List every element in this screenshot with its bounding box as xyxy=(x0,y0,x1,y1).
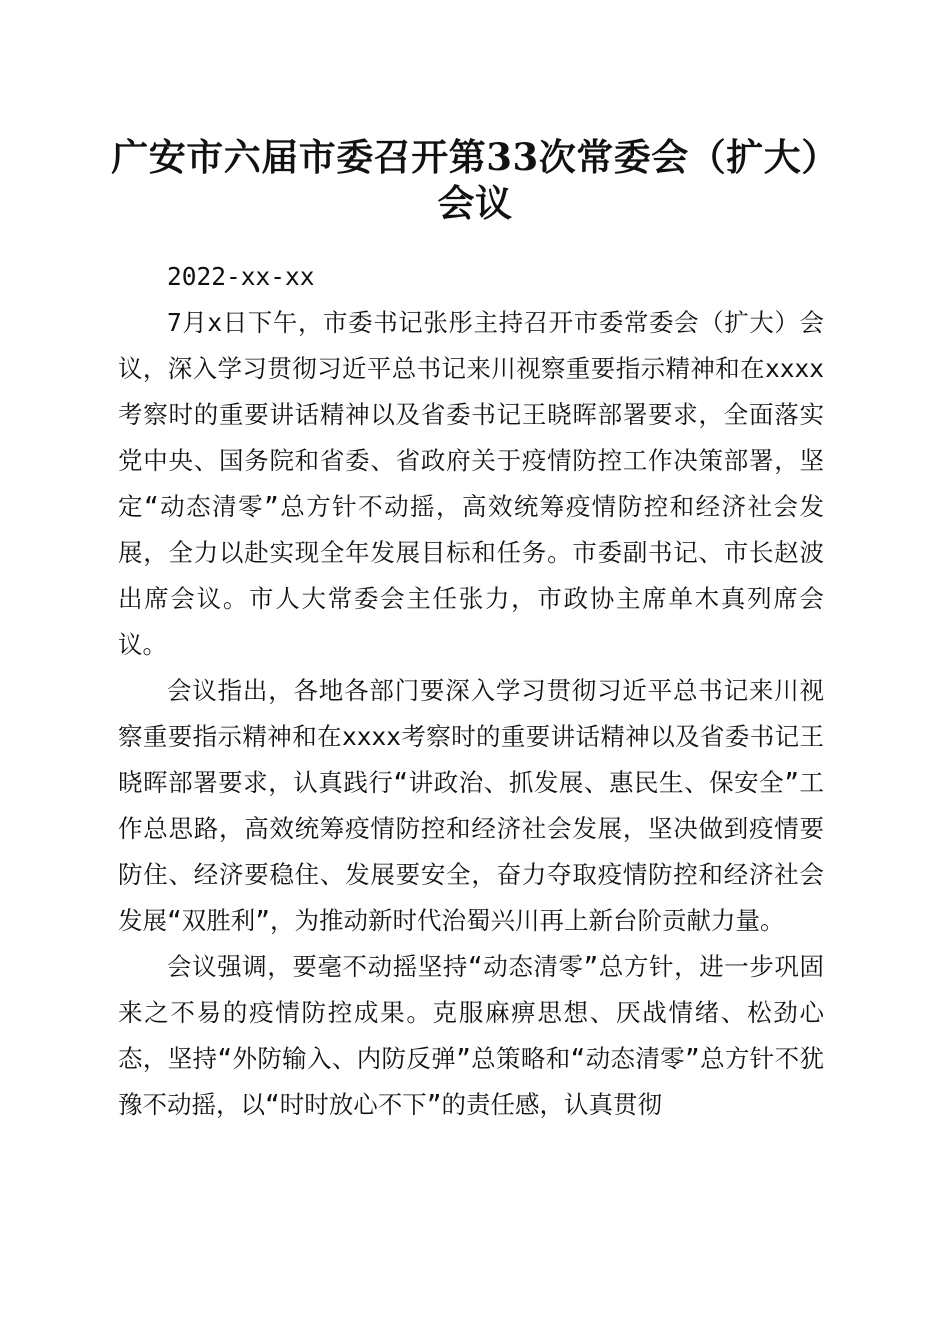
title-line-2: 会议 xyxy=(437,181,513,225)
document-title xyxy=(100,134,850,226)
title-line-1: 广安市六届市委召开第33次常委会（扩大） xyxy=(111,135,839,179)
paragraph-2: 会议指出，各地各部门要深入学习贯彻习近平总书记来川视察重要指示精神和在xxxx考察时的重要讲话精神以及省委书记王晓晖部署要求，认真践行“讲政治、抓发展、惠民生、保安全”工作总思路，高效统筹疫情防控和经济社会发展，坚决做到疫情要防住、经济要稳住、发展要安全，奋力夺取疫情防控和经济社会发展“双胜利”，为推动新时代治蜀兴川再上新台阶贡献力量。 xyxy=(118,676,824,935)
document-date: 2022-xx-xx xyxy=(167,262,315,291)
paragraph-1: 7月x日下午，市委书记张彤主持召开市委常委会（扩大）会议，深入学习贯彻习近平总书记来川视察重要指示精神和在xxxx考察时的重要讲话精神以及省委书记王晓晖部署要求，全面落实党中央、国务院和省委、省政府关于疫情防控工作决策部署，坚定“动态清零”总方针不动摇，高效统筹疫情防控和经济社会发展，全力以赴实现全年发展目标和任务。市委副书记、市长赵波出席会议。市人大常委会主任张力，市政协主席单木真列席会议。 xyxy=(118,308,824,659)
document-body xyxy=(118,254,824,1128)
paragraph-3: 会议强调，要毫不动摇坚持“动态清零”总方针，进一步巩固来之不易的疫情防控成果。克服麻痹思想、厌战情绪、松劲心态，坚持“外防输入、内防反弹”总策略和“动态清零”总方针不犹豫不动摇，以“时时放心不下”的责任感，认真贯彻 xyxy=(118,952,824,1119)
